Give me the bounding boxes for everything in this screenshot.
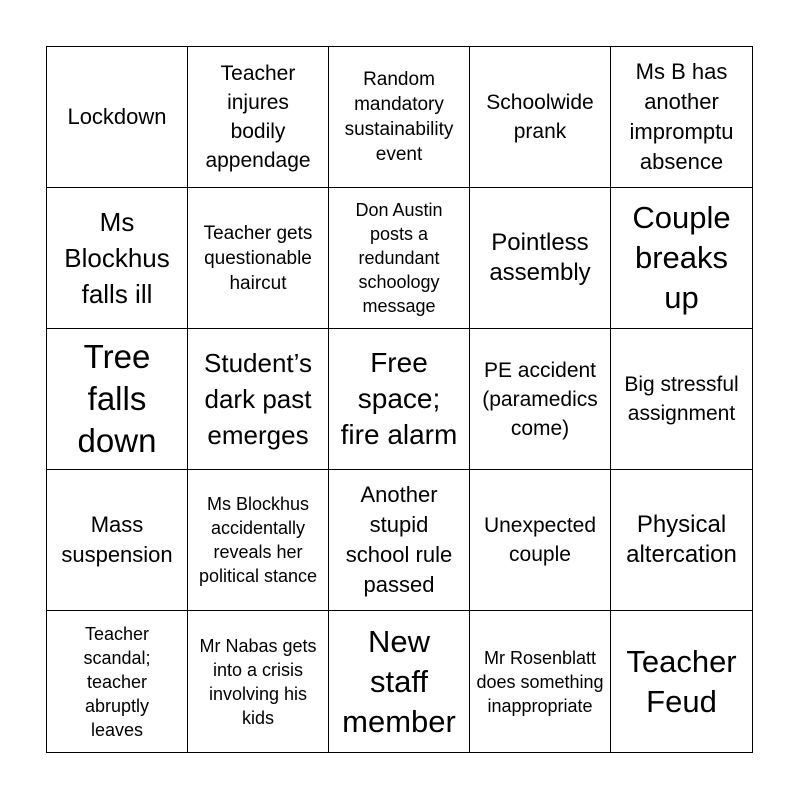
cell-text: Student’s dark past emerges (204, 348, 312, 450)
bingo-board (46, 46, 753, 753)
cell-text: Pointless assembly (489, 229, 591, 286)
cell-text: PE accident (paramedics come) (482, 358, 598, 440)
cell-text: Teacher Feud (626, 643, 737, 719)
bingo-cell-5-4[interactable] (470, 611, 611, 752)
bingo-cell-3-1[interactable] (47, 329, 188, 470)
cell-text: New staff member (342, 623, 456, 739)
bingo-cell-2-4[interactable] (470, 188, 611, 329)
cell-text: Ms B has another impromptu absence (629, 59, 734, 174)
cell-text: Big stressful assignment (624, 373, 739, 425)
bingo-cell-5-1[interactable] (47, 611, 188, 752)
bingo-cell-5-2[interactable] (188, 611, 329, 752)
cell-text: Random mandatory sustainability event (344, 69, 454, 165)
bingo-cell-3-3[interactable] (329, 329, 470, 470)
bingo-cell-2-3[interactable] (329, 188, 470, 329)
cell-text: Ms Blockhus falls ill (64, 207, 170, 309)
cell-text: Another stupid school rule passed (345, 482, 453, 597)
cell-text: Tree falls down (77, 338, 157, 459)
cell-text: Lockdown (67, 104, 167, 129)
cell-text: Don Austin posts a redundant schoology message (355, 200, 443, 316)
bingo-cell-2-1[interactable] (47, 188, 188, 329)
cell-text: Teacher injures bodily appendage (205, 62, 311, 172)
bingo-cell-5-5[interactable] (611, 611, 752, 752)
bingo-cell-4-1[interactable] (47, 470, 188, 611)
cell-text: Mr Nabas gets into a crisis involving his kids (199, 635, 317, 728)
cell-text: Teacher gets questionable haircut (203, 222, 313, 294)
cell-text: Ms Blockhus accidentally reveals her political stance (198, 494, 318, 586)
cell-text: Mass suspension (61, 512, 173, 567)
bingo-cell-1-2[interactable] (188, 47, 329, 188)
cell-text: Teacher scandal; teacher abruptly leaves (83, 623, 151, 740)
bingo-cell-1-5[interactable] (611, 47, 752, 188)
bingo-cell-3-2[interactable] (188, 329, 329, 470)
cell-text: Couple breaks up (632, 200, 731, 315)
cell-text: Physical altercation (626, 511, 737, 568)
bingo-cell-4-3[interactable] (329, 470, 470, 611)
bingo-cell-2-2[interactable] (188, 188, 329, 329)
cell-text: Unexpected couple (483, 514, 597, 566)
bingo-cell-1-3[interactable] (329, 47, 470, 188)
cell-text: Free space; fire alarm (340, 347, 458, 450)
bingo-cell-1-4[interactable] (470, 47, 611, 188)
bingo-cell-1-1[interactable] (47, 47, 188, 188)
bingo-cell-4-2[interactable] (188, 470, 329, 611)
cell-text: Mr Rosenblatt does something inappropriate (476, 647, 604, 716)
bingo-cell-4-5[interactable] (611, 470, 752, 611)
bingo-cell-4-4[interactable] (470, 470, 611, 611)
bingo-cell-5-3[interactable] (329, 611, 470, 752)
cell-text: Schoolwide prank (486, 91, 594, 143)
bingo-cell-3-4[interactable] (470, 329, 611, 470)
bingo-cell-3-5[interactable] (611, 329, 752, 470)
bingo-cell-2-5[interactable] (611, 188, 752, 329)
